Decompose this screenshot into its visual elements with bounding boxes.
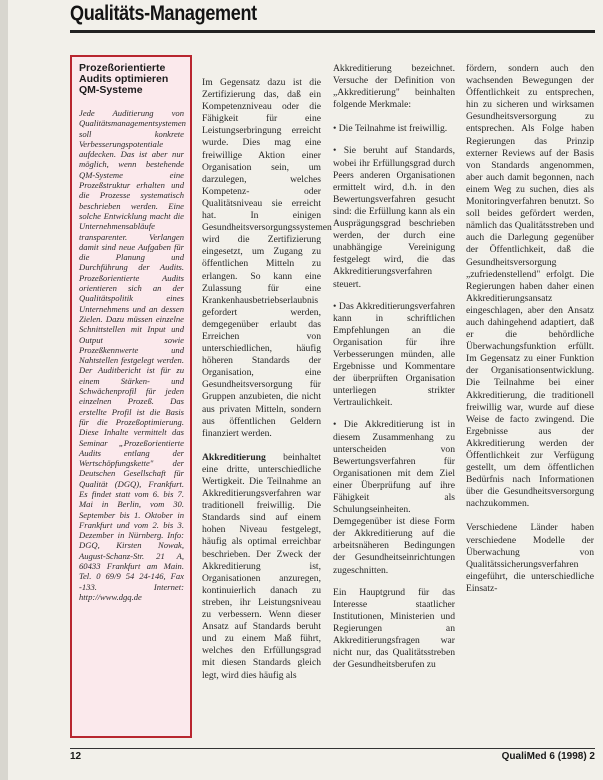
sidebar-box — [70, 55, 192, 738]
bullet-item: • Sie beruht auf Standards, wobei ihr Erfüllungsgrad durch Peers anderen Organisationen ermittelt wird, d.h. in den Bewertungsverfahren gesucht sind: die Erfüllung kann als ein Ausprägungsgrad beschrieben werden, der durch eine unabhängige Vereinigung festgelegt wird, die das Akkreditierungsverfahren steuert. — [333, 145, 455, 290]
page-number: 12 — [70, 751, 82, 762]
paragraph: Ein Hauptgrund für das Interesse staatlicher Institutionen, Ministerien und Regierungen an Akkreditierungsfragen war nicht nur, das Qualitätsstreben der Gesundheitsberufen zu — [333, 586, 455, 671]
paragraph: Akkreditierung bezeichnet. Versuche der Definition von „Akkreditierung" beinhalten folgende Merkmale: — [333, 63, 455, 111]
paragraph: fördern, sondern auch den wachsenden Bewegungen der Öffentlichkeit zu entsprechen, hin zu sicheren und wirksamen Gesundheitsversorgung zu entsprechen. Als Folge haben Regierungen das Prinzip externer Reviews auf der Basis von Standards angenommen, aber auch damit begonnen, nach einem Weg zu suchen, dies als Monitoringverfahren benutzt. So soll beides gefördert werden, nämlich das Qualitätsstreben und auch die Darlegung gegenüber der Öffentlichkeit, daß die Gesundheitsversorgung „zufriedenstellend" erfolgt. Die Regierungen haben daher einen Akkreditierungsansatz eingeschlagen, aber den Ansatz auch dahingehend adaptiert, daß er die behördliche Überwachungsfunktion erfüllt. Im Gegensatz zu einer Funktion der Organisationsentwicklung. Die Teilnahme bei einer Akkreditierung, die traditionell freiwillig war, wurde auf diese Weise de facto zwingend. Die Ergebnisse aus der Akkreditierung werden der Öffentlichkeit zur Verfügung gestellt, um dem öffentlichen Bedürfnis nach Informationen über die Gesundheitsversorgung nachzukommen. — [466, 63, 594, 510]
sidebar-title: Prozeßorientierte Audits optimieren QM-Systeme — [79, 62, 169, 96]
article-column-1 — [202, 63, 332, 694]
paragraph-text: beinhaltet eine dritte, unterschiedliche Wertigkeit. Die Teilnahme an Akkreditierungsverfahren war traditionell freiwillig. Die Standards sind auf einem hohen Niveau festgelegt, häufig als optimal erreichbar beschrieben. Der Zweck der Akkreditierung ist, Organisationen anzuregen, kontinuierlich danach zu streben, ihr Leistungsniveau zu verbessern. Wenn dieser Ansatz auf Standards beruht und zu einem Maß führt, welches den Erfüllungsgrad mit diesen Standards gleich legt, wird dies häufig als — [202, 451, 321, 681]
paragraph: Verschiedene Länder haben verschiedene Modelle der Überwachung von Qualitätssicherungsverfahren eingeführt, die unterschiedliche Einsatz- — [466, 522, 594, 594]
sidebar-text: Jede Auditierung von Qualitätsmanagementsystemen soll konkrete Verbesserungspotentiale aufdecken. Das ist aber nur möglich, wenn bestehende QM-Systeme eine Prozeßstruktur erhalten und die Prozesse systematisch beschrieben werden. Eine solche Entwicklung macht die Unternehmensabläufe transparenter. Verlangen damit sind neue Aufgaben für die Planung und Durchführung der Audits. Prozeßorientierte Audits orientieren sich an der Qualitätspolitik eines Unternehmens und an dessen Zielen. Dazu müssen einzelne Schnittstellen mit Input und Output sowie Prozeßkennwerte und Nahtstellen festgelegt werden. Der Auditbericht ist für zu einem Stärken- und Schwächenprofil für jeden einzelnen Prozeß. Das erstellte Profil ist die Basis für die Prozeßoptimierung. Diese Inhalte vermittelt das Seminar „Prozeßorientierte Audits entlang der Wertschöpfungskette" der Deutschen Gesellschaft für Qualität (DGQ), Frankfurt. Es findet statt vom 6. bis 7. Mai in Berlin, vom 30. September bis 1. Oktober in Frankfurt und vom 2. bis 3. Dezember in Nürnberg. Info: DGQ, Kirsten Nowak, August-Schanz-Str. 21 A, 60433 Frankfurt am Main. Tel. 0 69/9 54 24-146, Fax -133. Internet: http://www.dgq.de — [79, 108, 186, 602]
publication-info: QualiMed 6 (1998) 2 — [501, 751, 595, 762]
bullet-item: • Die Teilnahme ist freiwillig. — [333, 123, 448, 135]
paragraph: Im Gegensatz dazu ist die Zertifizierung das, daß ein Kompetenzniveau oder die Fähigkeit für eine Leistungserbringung erreicht wurde. Dies mag eine freiwillige Aktion einer Organisation sein, um darzulegen, welches Kompetenz- oder Qualitätsniveau sie erreicht hat. In einigen Gesundheitsversorgungssystemen wird die Zertifizierung eingesetzt, um Zugang zu öffentlichen Mitteln zu erlangen. So kann eine Zulassung für eine Krankenhausbetriebserlaubnis gefordert werden, demgegenüber erlaubt das Erreichen von unterschiedlichen, häufig höheren Standards der Organisation, eine Gesundheitsversorgung für Gruppen anzubieten, die nicht aus privaten Mitteln, sondern aus öffentlichen Geldern finanziert werden. — [202, 77, 332, 439]
sidebar-body — [79, 108, 184, 602]
page-title: Qualitäts-Management — [70, 2, 257, 25]
paragraph — [202, 452, 321, 682]
header-rule — [70, 30, 595, 33]
page-edge — [0, 0, 8, 780]
article-column-3 — [466, 63, 594, 607]
column-marker — [202, 63, 321, 73]
article-column-2 — [333, 63, 455, 683]
bullet-item: • Die Akkreditierung ist in diesem Zusammenhang zu unterscheiden von Bewertungsverfahren für Organisationen mit dem Ziel einer Überprüfung auf ihre Fähigkeit als Schulungseinheiten. Demgegenüber ist diese Form der Akkreditierung auf die arbeitsnäheren Bedingungen der Gesundheitseinrichtungen zugeschnitten. — [333, 419, 455, 576]
lead-term: Akkreditierung — [202, 451, 266, 463]
footer-rule — [70, 748, 595, 749]
bullet-item: • Das Akkreditierungsverfahren kann in schriftlichen Empfehlungen an die Organisation für ihre Verbesserungen münden, alle Ergebnisse und Kommentare der überprüften Organisation unterliegen strikter Vertraulichkeit. — [333, 300, 455, 409]
page-header — [0, 0, 603, 34]
